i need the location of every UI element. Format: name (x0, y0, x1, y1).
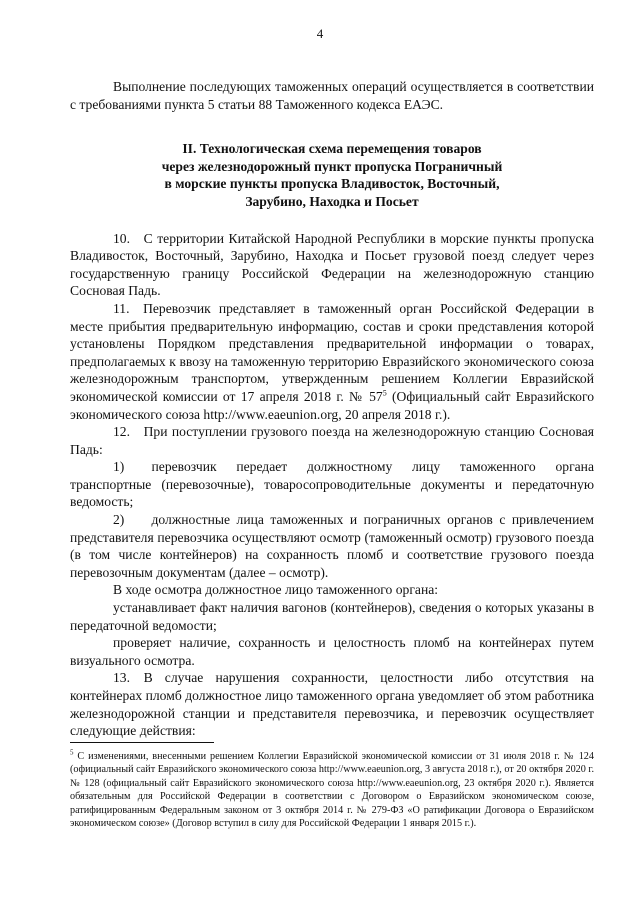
paragraph-11-tail: (Официальный сайт Евразийского экономического союза http://www.eaeunion.org, 20 апреля 2018 г.). (70, 388, 594, 422)
footnote-text: С изменениями, внесенными решением Коллегии Евразийской экономической комиссии от 31 июля 2018 г. № 124 (официальный сайт Евразийского экономического союза http://www.eaeunion.org, 3 августа 2018 г.), от 20 октября 2020 г. № 128 (официальный сайт Евразийского экономического союза http://www.eaeunion.org, 23 октября 2020 г.). Является обязательным для Российской Федерации в соответствии с Договором о Евразийском экономическом союзе, ратифицированным Федеральным законом от 3 октября 2014 г. № 279-ФЗ «О ратификации Договора о Евразийском экономическом союзе» (Договор вступил в силу для Российской Федерации 1 января 2015 г.). (70, 751, 594, 830)
establishes-paragraph: устанавливает факт наличия вагонов (контейнеров), сведения о которых указаны в передаточной ведомости; (70, 600, 594, 633)
document-body (70, 78, 594, 740)
section-heading-line-1: II. Технологическая схема перемещения товаров (182, 141, 482, 157)
paragraph-11 (70, 300, 594, 423)
section-heading-line-2: через железнодорожный пункт пропуска Пограничный (161, 158, 503, 174)
checks-paragraph: проверяет наличие, сохранность и целостность пломб на контейнерах путем визуального осмотра. (70, 635, 594, 668)
paragraph-12-item-2: 2) должностные лица таможенных и пограничных органов с привлечением представителя перевозчика осуществляют осмотр (таможенный осмотр) грузового поезда (в том числе контейнеров) на сохранность пломб и соответствие грузового поезда перевозочным документам (далее – осмотр). (70, 512, 594, 580)
footnote (70, 750, 594, 830)
paragraph-10: 10. С территории Китайской Народной Республики в морские пункты пропуска Владивосток, Восточный, Зарубино, Находка и Посьет грузовой поезд следует через государственную границу Российской Федерации на железнодорожную станцию Сосновая Падь. (70, 230, 594, 299)
page-number: 4 (316, 26, 324, 41)
section-heading (70, 140, 594, 210)
footnote-marker: 5 (70, 748, 74, 757)
paragraph-13: 13. В случае нарушения сохранности, целостности либо отсутствия на контейнерах пломб должностное лицо таможенного органа уведомляет об этом работника железнодорожной станции и представителя перевозчика, и перевозчик осуществляет следующие действия: (70, 670, 594, 739)
paragraph-12: 12. При поступлении грузового поезда на железнодорожную станцию Сосновая Падь: (70, 424, 594, 457)
paragraph-12-item-1: 1) перевозчик передает должностному лицу таможенного органа транспортные (перевозочные), товаросопроводительные документы и передаточную ведомость; (70, 459, 594, 510)
footnote-reference: 5 (382, 388, 387, 398)
intro-paragraph: Выполнение последующих таможенных операций осуществляется в соответствии с требованиями пункта 5 статьи 88 Таможенного кодекса ЕАЭС. (70, 79, 594, 112)
paragraph-11-text: 11. Перевозчик представляет в таможенный орган Российской Федерации в месте прибытия предварительную информацию, состав и сроки представления которой установлены Порядком представления предварительной информации о товарах, предполагаемых к ввозу на таможенную территорию Евразийского экономического союза железнодорожным транспортом, утвержденным решением Коллегии Евразийской экономической комиссии от 17 апреля 2018 г. № 57 (70, 300, 594, 404)
footnote-separator (70, 742, 214, 743)
inspection-paragraph: В ходе осмотра должностное лицо таможенного органа: (113, 582, 439, 598)
section-heading-line-3: в морские пункты пропуска Владивосток, Восточный, (164, 176, 500, 192)
section-heading-line-4: Зарубино, Находка и Посьет (245, 193, 419, 209)
